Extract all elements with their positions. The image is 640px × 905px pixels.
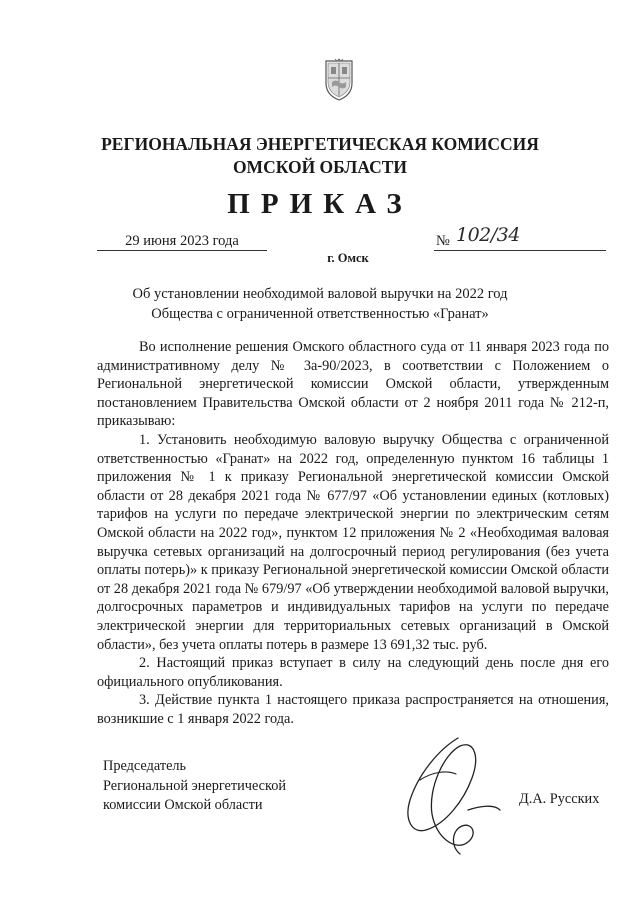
body-paragraph-item-2: 2. Настоящий приказ вступает в силу на следующий день после дня его официального опубликования.: [97, 655, 609, 690]
document-date: 29 июня 2023 года: [97, 232, 267, 251]
signatory-title-line1: Председатель: [103, 758, 187, 774]
body-paragraph-item-3: 3. Действие пункта 1 настоящего приказа распространяется на отношения, возникшие с 1 января 2022 года.: [97, 692, 609, 727]
coat-of-arms-icon: [322, 58, 356, 102]
document-number: [434, 224, 606, 251]
body-paragraph-preamble: Во исполнение решения Омского областного суда от 11 января 2023 года по административному делу № 3а-90/2023, в соответствии с Положением о Региональной энергетической комиссии Омской области, утвержденным постановлением Правительства Омской области от 2 ноября 2011 года № 212-п, приказываю:: [97, 339, 609, 430]
signatory-title-line2: Региональной энергетической: [103, 777, 287, 794]
number-label: №: [436, 233, 450, 249]
body-paragraph-item-1: 1. Установить необходимую валовую выручку Общества с ограниченной ответственностью «Гранат» на 2022 год, определенную пунктом 16 таблицы 1 приложения № 1 к приказу Региональной энергетической комиссии Омской области от 28 декабря 2021 года № 677/97 «Об установлении единых (котловых) тарифов на услуги по передаче электрической энергии по электрическим сетям Омской области на 2022 год», пунктом 12 приложения № 2 «Необходимая валовая выручка сетевых организаций на долгосрочный период регулирования (без учета оплаты потерь)» к приказу Региональной энергетической комиссии Омской области от 28 декабря 2021 года № 679/97 «Об утверждении необходимой валовой выручки, долгосрочных параметров и индивидуальных тарифов на услуги по передаче электрической энергии для территориальных сетевых организаций в Омской области», без учета оплаты потерь в размере 13 691,32 тыс. руб.: [97, 431, 609, 653]
org-name-line1: РЕГИОНАЛЬНАЯ ЭНЕРГЕТИЧЕСКАЯ КОМИССИЯ: [101, 134, 539, 154]
handwritten-signature: [398, 730, 503, 860]
city: г. Омск: [327, 251, 369, 265]
signatory-title-line3: комиссии Омской области: [103, 797, 263, 813]
signer-name: Д.А. Русских: [519, 791, 600, 807]
subject-line2: Общества с ограниченной ответственностью «Гранат»: [151, 306, 489, 322]
subject-line1: Об установлении необходимой валовой выручки на 2022 год: [132, 286, 508, 302]
document-body: [97, 338, 609, 728]
document-type: ПРИКАЗ: [227, 188, 413, 220]
signatory-title: [103, 757, 343, 816]
org-name-line2: ОМСКОЙ ОБЛАСТИ: [232, 157, 408, 177]
number-value-handwritten: 102/34: [456, 224, 520, 246]
